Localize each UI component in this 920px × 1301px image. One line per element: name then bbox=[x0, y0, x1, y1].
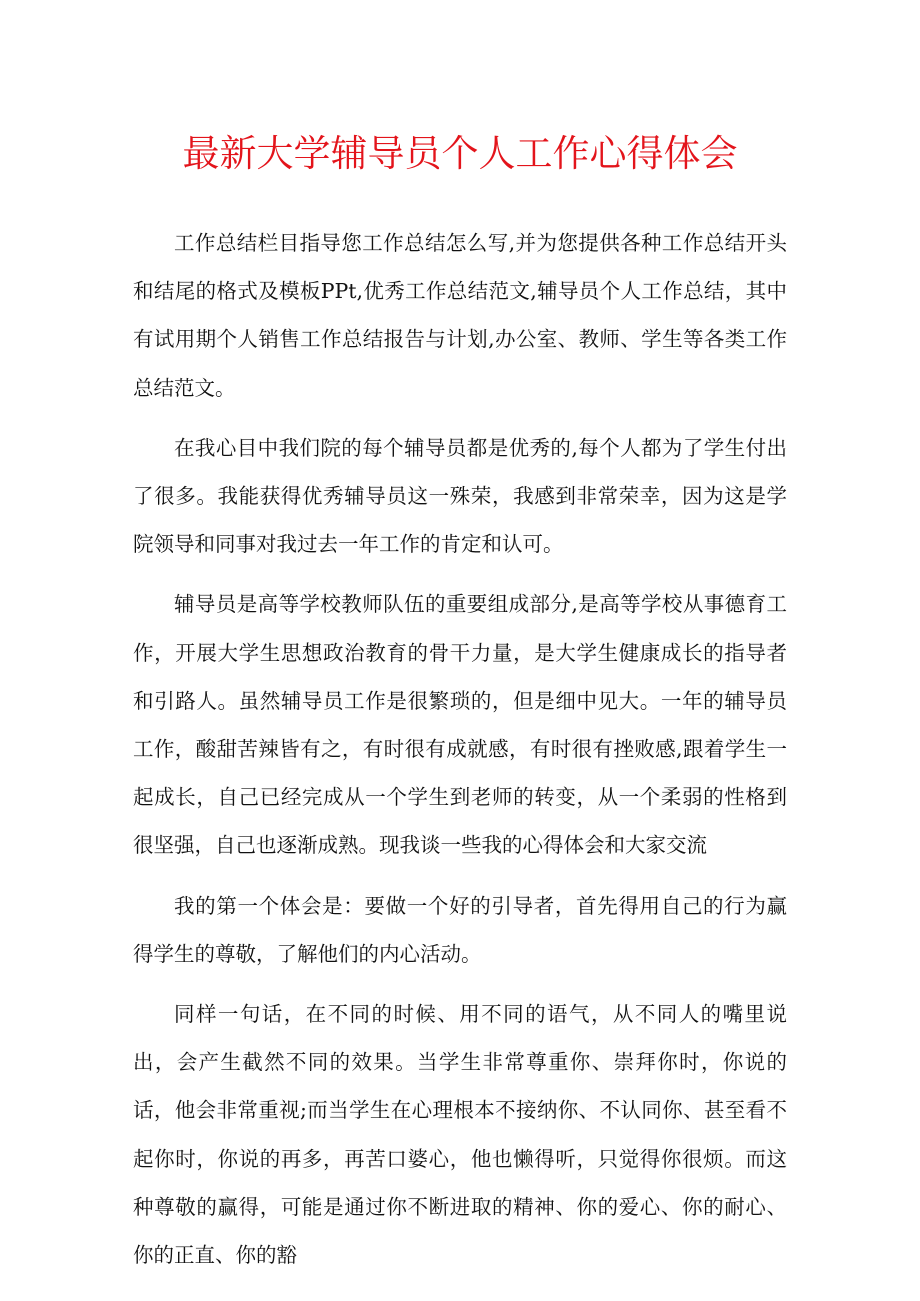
paragraph-1: 工作总结栏目指导您工作总结怎么写,并为您提供各种工作总结开头和结尾的格式及模板PPt,优秀工作总结范文,辅导员个人工作总结，其中有试用期个人销售工作总结报告与计划,办公室、教师、学生等各类工作总结范文。 bbox=[133, 231, 787, 400]
document-body bbox=[133, 219, 787, 1291]
paragraph-5: 同样一句话，在不同的时候、用不同的语气，从不同人的嘴里说出，会产生截然不同的效果。当学生非常尊重你、崇拜你时，你说的话，他会非常重视;而当学生在心理根本不接纳你、不认同你、甚至看不起你时，你说的再多，再苦口婆心，他也懒得听，只觉得你很烦。而这种尊敬的赢得，可能是通过你不断进取的精神、你的爱心、你的耐心、你的正直、你的豁 bbox=[133, 1002, 787, 1268]
paragraph-4: 我的第一个体会是：要做一个好的引导者，首先得用自己的行为赢得学生的尊敬，了解他们的内心活动。 bbox=[133, 893, 787, 966]
document-title: 最新大学辅导员个人工作心得体会 bbox=[182, 132, 738, 175]
paragraph-3: 辅导员是高等学校教师队伍的重要组成部分,是高等学校从事德育工作，开展大学生思想政治教育的骨干力量，是大学生健康成长的指导者和引路人。虽然辅导员工作是很繁琐的，但是细中见大。一年的辅导员工作，酸甜苦辣皆有之，有时很有成就感，有时很有挫败感,跟着学生一起成长，自己已经完成从一个学生到老师的转变，从一个柔弱的性格到很坚强，自己也逐渐成熟。现我谈一些我的心得体会和大家交流 bbox=[133, 592, 787, 858]
paragraph-2: 在我心目中我们院的每个辅导员都是优秀的,每个人都为了学生付出了很多。我能获得优秀辅导员这一殊荣，我感到非常荣幸，因为这是学院领导和同事对我过去一年工作的肯定和认可。 bbox=[133, 435, 787, 557]
